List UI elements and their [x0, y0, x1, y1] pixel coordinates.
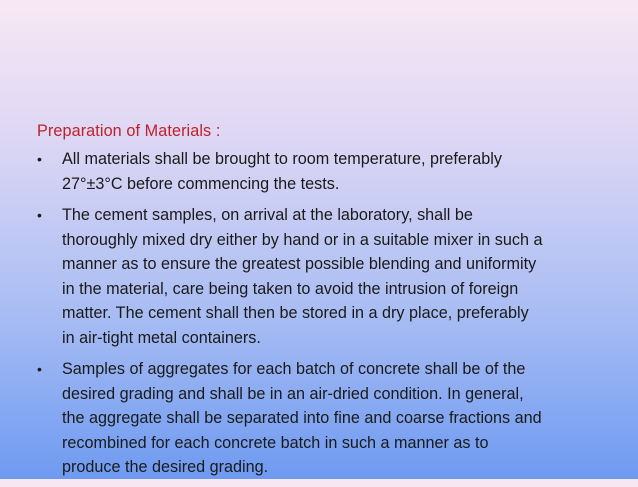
bullet-item-3: [37, 357, 607, 480]
bullet-icon: •: [37, 207, 42, 223]
slide-content: [37, 120, 607, 487]
bullet-text: [62, 357, 607, 480]
bullet-text: [62, 203, 607, 350]
slide-heading: Preparation of Materials :: [37, 122, 221, 140]
bullet-line: 27°±3°C before commencing the tests.: [62, 174, 340, 193]
bullet-line: matter. The cement shall then be stored in a dry place, preferably: [62, 304, 529, 322]
bullet-line: recombined for each concrete batch in such a manner as to: [62, 433, 489, 452]
bullet-line: All materials shall be brought to room temperature, preferably: [62, 150, 502, 168]
bullet-line: in the material, care being taken to avoid the intrusion of foreign: [62, 279, 519, 298]
bullet-line: The cement samples, on arrival at the laboratory, shall be: [62, 206, 473, 224]
bullet-item-1: [37, 147, 607, 196]
bullet-line: in air-tight metal containers.: [62, 328, 261, 347]
bullet-text: [62, 147, 607, 196]
bullet-line: thoroughly mixed dry either by hand or in a suitable mixer in such a: [62, 230, 543, 249]
bullet-line: produce the desired grading.: [62, 458, 269, 476]
bullet-line: manner as to ensure the greatest possible blending and uniformity: [62, 255, 537, 273]
bullet-line: desired grading and shall be in an air-dried condition. In general,: [62, 384, 524, 403]
bullet-icon: •: [37, 151, 42, 167]
bullet-line: Samples of aggregates for each batch of concrete shall be of the: [62, 360, 526, 378]
bullet-item-2: [37, 203, 607, 350]
bullet-icon: •: [37, 361, 42, 377]
bullet-line: the aggregate shall be separated into fine and coarse fractions and: [62, 409, 542, 427]
bullet-list: [37, 147, 607, 480]
